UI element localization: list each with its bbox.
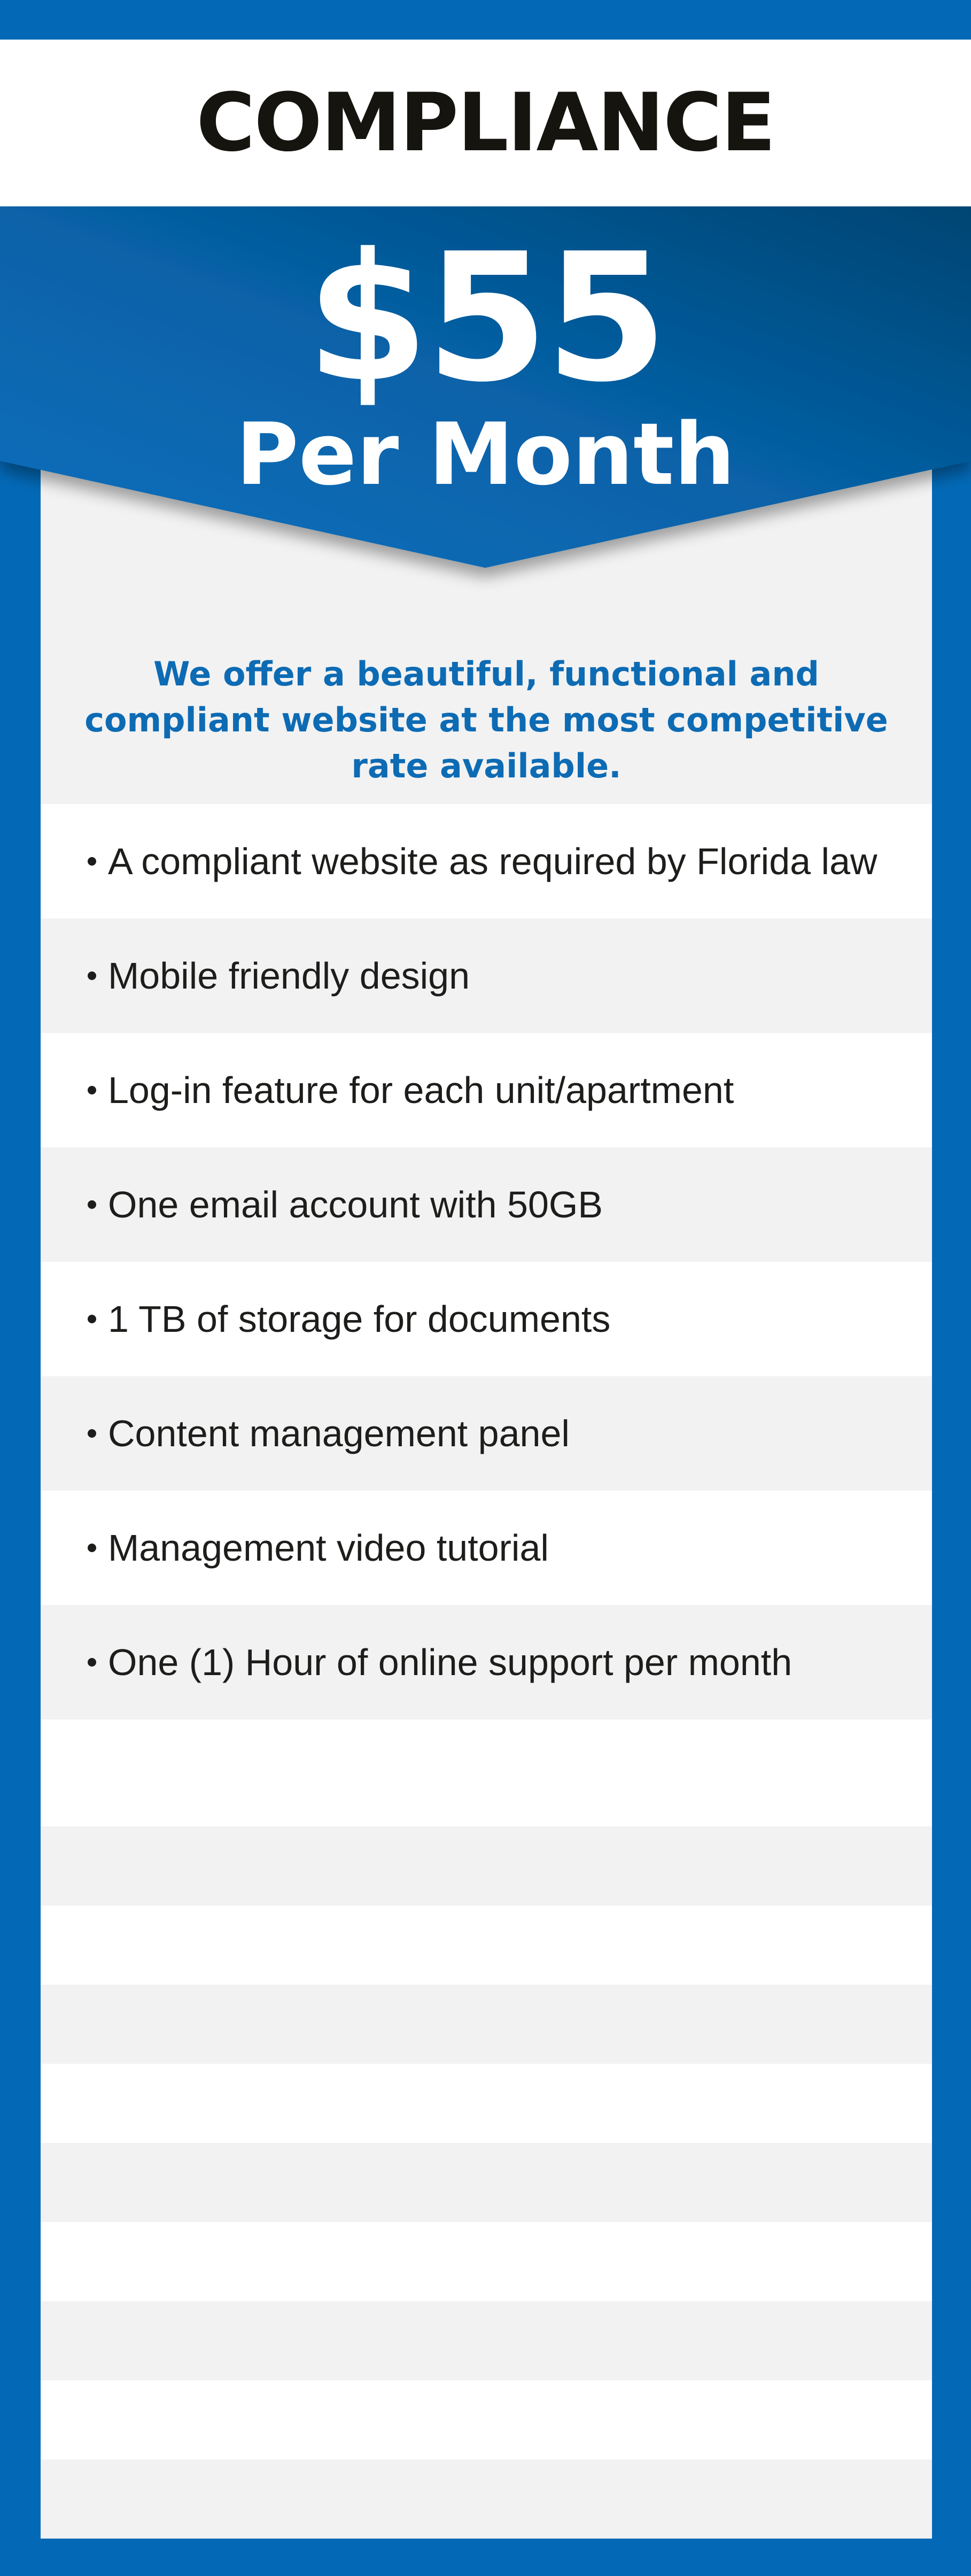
feature-text: Content management panel [108,1413,570,1454]
bullet-icon [88,971,96,980]
empty-row [41,2459,932,2539]
empty-row [41,1826,932,1906]
feature-item [41,804,932,919]
feature-item [41,1033,932,1147]
empty-row [41,2222,932,2301]
feature-text: Mobile friendly design [108,955,470,997]
price-period: Per Month [236,404,735,504]
feature-text: Management video tutorial [108,1527,549,1569]
title-bar [0,40,971,206]
price-amount: $55 [306,215,665,421]
feature-text: One (1) Hour of online support per month [108,1641,793,1683]
empty-row [41,2301,932,2380]
bullet-icon [88,1086,96,1094]
feature-item [41,1376,932,1491]
bullet-icon [88,1544,96,1552]
feature-list [41,804,932,1719]
feature-text: A compliant website as required by Florida law [108,840,877,882]
bullet-icon [88,1658,96,1667]
plan-tagline: We offer a beautiful, functional and compliant website at the most competitive rate available. [84,654,888,785]
feature-item [41,1262,932,1376]
empty-row [41,2143,932,2222]
bullet-icon [88,1315,96,1323]
bullet-icon [88,1200,96,1209]
empty-row [41,1719,932,1826]
empty-rows [41,1719,932,2539]
feature-text: 1 TB of storage for documents [108,1298,611,1340]
empty-row [41,2064,932,2143]
feature-text: One email account with 50GB [108,1184,603,1225]
empty-row [41,2380,932,2459]
plan-title: COMPLIANCE [196,76,775,169]
feature-text: Log-in feature for each unit/apartment [108,1069,734,1111]
empty-row [41,1906,932,1985]
feature-item [41,1605,932,1719]
bullet-icon [88,857,96,866]
feature-item [41,919,932,1033]
feature-item [41,1147,932,1262]
bullet-icon [88,1429,96,1438]
empty-row [41,1985,932,2064]
feature-item [41,1491,932,1605]
